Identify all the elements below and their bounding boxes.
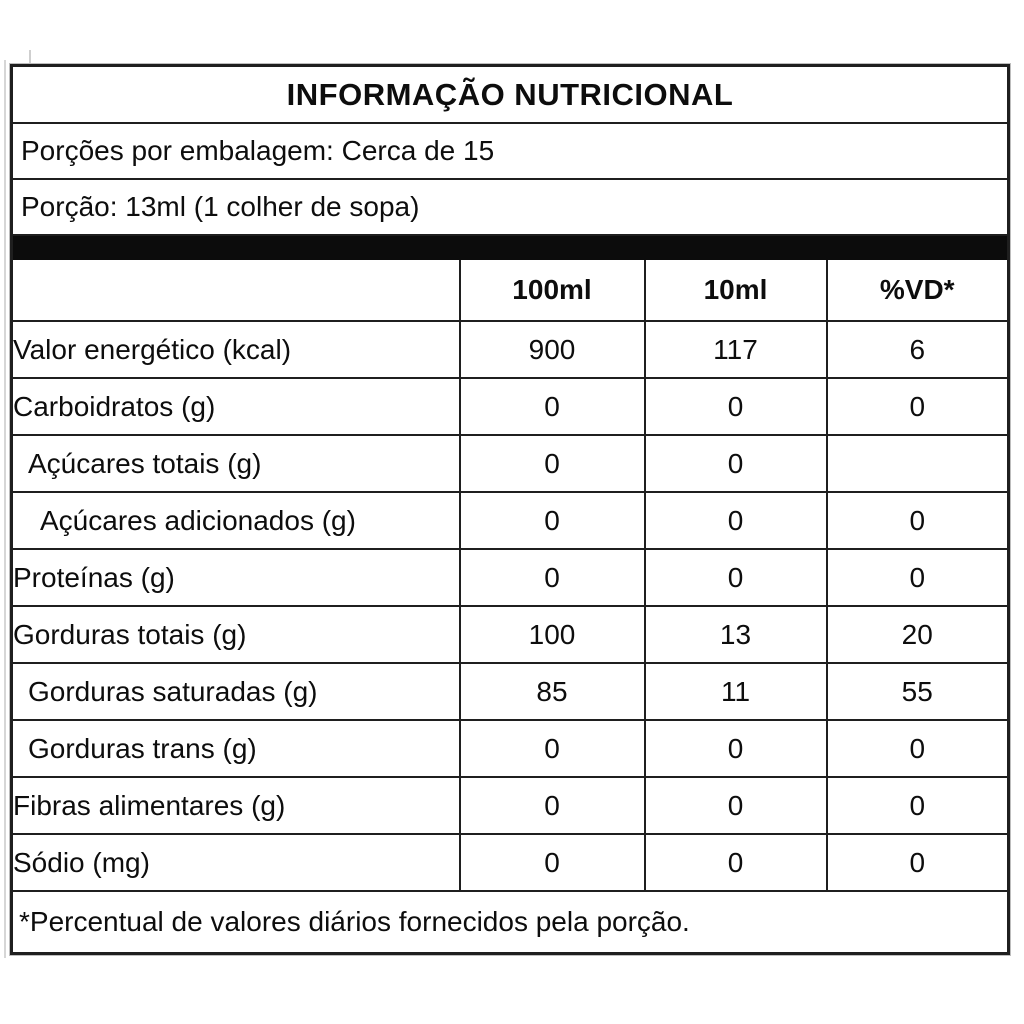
value-10ml: 0 xyxy=(645,720,827,777)
footnote-text: *Percentual de valores diários fornecidos pela porção. xyxy=(12,891,1009,954)
value-100ml: 0 xyxy=(460,378,645,435)
value-100ml: 0 xyxy=(460,492,645,549)
nutrient-row-proteinas xyxy=(12,549,1009,606)
servings-row xyxy=(12,123,1009,179)
scan-artifact-corner-tick xyxy=(29,50,31,64)
nutrient-label: Gorduras saturadas (g) xyxy=(12,663,460,720)
value-100ml: 0 xyxy=(460,435,645,492)
value-vd: 0 xyxy=(827,378,1009,435)
nutrient-label: Açúcares adicionados (g) xyxy=(12,492,460,549)
nutrient-row-gorduras-saturadas xyxy=(12,663,1009,720)
separator-bar xyxy=(12,235,1009,259)
separator-bar-row xyxy=(12,235,1009,259)
nutrient-label: Gorduras totais (g) xyxy=(12,606,460,663)
nutrient-label: Gorduras trans (g) xyxy=(12,720,460,777)
value-vd: 0 xyxy=(827,834,1009,891)
value-10ml: 0 xyxy=(645,492,827,549)
nutrient-row-energia xyxy=(12,321,1009,378)
value-10ml: 13 xyxy=(645,606,827,663)
value-10ml: 117 xyxy=(645,321,827,378)
nutrition-label xyxy=(10,64,1010,955)
value-10ml: 0 xyxy=(645,435,827,492)
value-100ml: 0 xyxy=(460,720,645,777)
nutrient-row-fibras xyxy=(12,777,1009,834)
value-100ml: 900 xyxy=(460,321,645,378)
value-vd: 0 xyxy=(827,720,1009,777)
nutrient-row-gorduras-totais xyxy=(12,606,1009,663)
nutrient-row-carboidratos xyxy=(12,378,1009,435)
value-100ml: 0 xyxy=(460,549,645,606)
nutrient-label: Sódio (mg) xyxy=(12,834,460,891)
nutrient-row-acucares-adicionados xyxy=(12,492,1009,549)
table-title: INFORMAÇÃO NUTRICIONAL xyxy=(12,66,1009,124)
value-100ml: 0 xyxy=(460,777,645,834)
value-10ml: 0 xyxy=(645,549,827,606)
nutrient-label: Fibras alimentares (g) xyxy=(12,777,460,834)
scan-artifact-left-edge xyxy=(4,60,6,958)
value-10ml: 11 xyxy=(645,663,827,720)
value-vd: 55 xyxy=(827,663,1009,720)
title-row xyxy=(12,66,1009,124)
portion-text: Porção: 13ml (1 colher de sopa) xyxy=(12,179,1009,235)
nutrient-label: Proteínas (g) xyxy=(12,549,460,606)
value-vd: 20 xyxy=(827,606,1009,663)
value-100ml: 100 xyxy=(460,606,645,663)
value-10ml: 0 xyxy=(645,777,827,834)
value-100ml: 0 xyxy=(460,834,645,891)
value-vd: 0 xyxy=(827,492,1009,549)
nutrient-row-acucares-totais xyxy=(12,435,1009,492)
nutrition-table xyxy=(10,64,1010,955)
value-vd: 0 xyxy=(827,777,1009,834)
portion-row xyxy=(12,179,1009,235)
nutrient-row-gorduras-trans xyxy=(12,720,1009,777)
value-10ml: 0 xyxy=(645,834,827,891)
value-vd: 6 xyxy=(827,321,1009,378)
column-header-vd: %VD* xyxy=(827,259,1009,321)
servings-text: Porções por embalagem: Cerca de 15 xyxy=(12,123,1009,179)
column-header-10ml: 10ml xyxy=(645,259,827,321)
column-header-row xyxy=(12,259,1009,321)
value-100ml: 85 xyxy=(460,663,645,720)
value-10ml: 0 xyxy=(645,378,827,435)
footnote-row xyxy=(12,891,1009,954)
nutrient-label: Açúcares totais (g) xyxy=(12,435,460,492)
value-vd xyxy=(827,435,1009,492)
value-vd: 0 xyxy=(827,549,1009,606)
nutrient-label: Valor energético (kcal) xyxy=(12,321,460,378)
column-header-100ml: 100ml xyxy=(460,259,645,321)
column-header-empty xyxy=(12,259,460,321)
nutrient-label: Carboidratos (g) xyxy=(12,378,460,435)
nutrient-row-sodio xyxy=(12,834,1009,891)
